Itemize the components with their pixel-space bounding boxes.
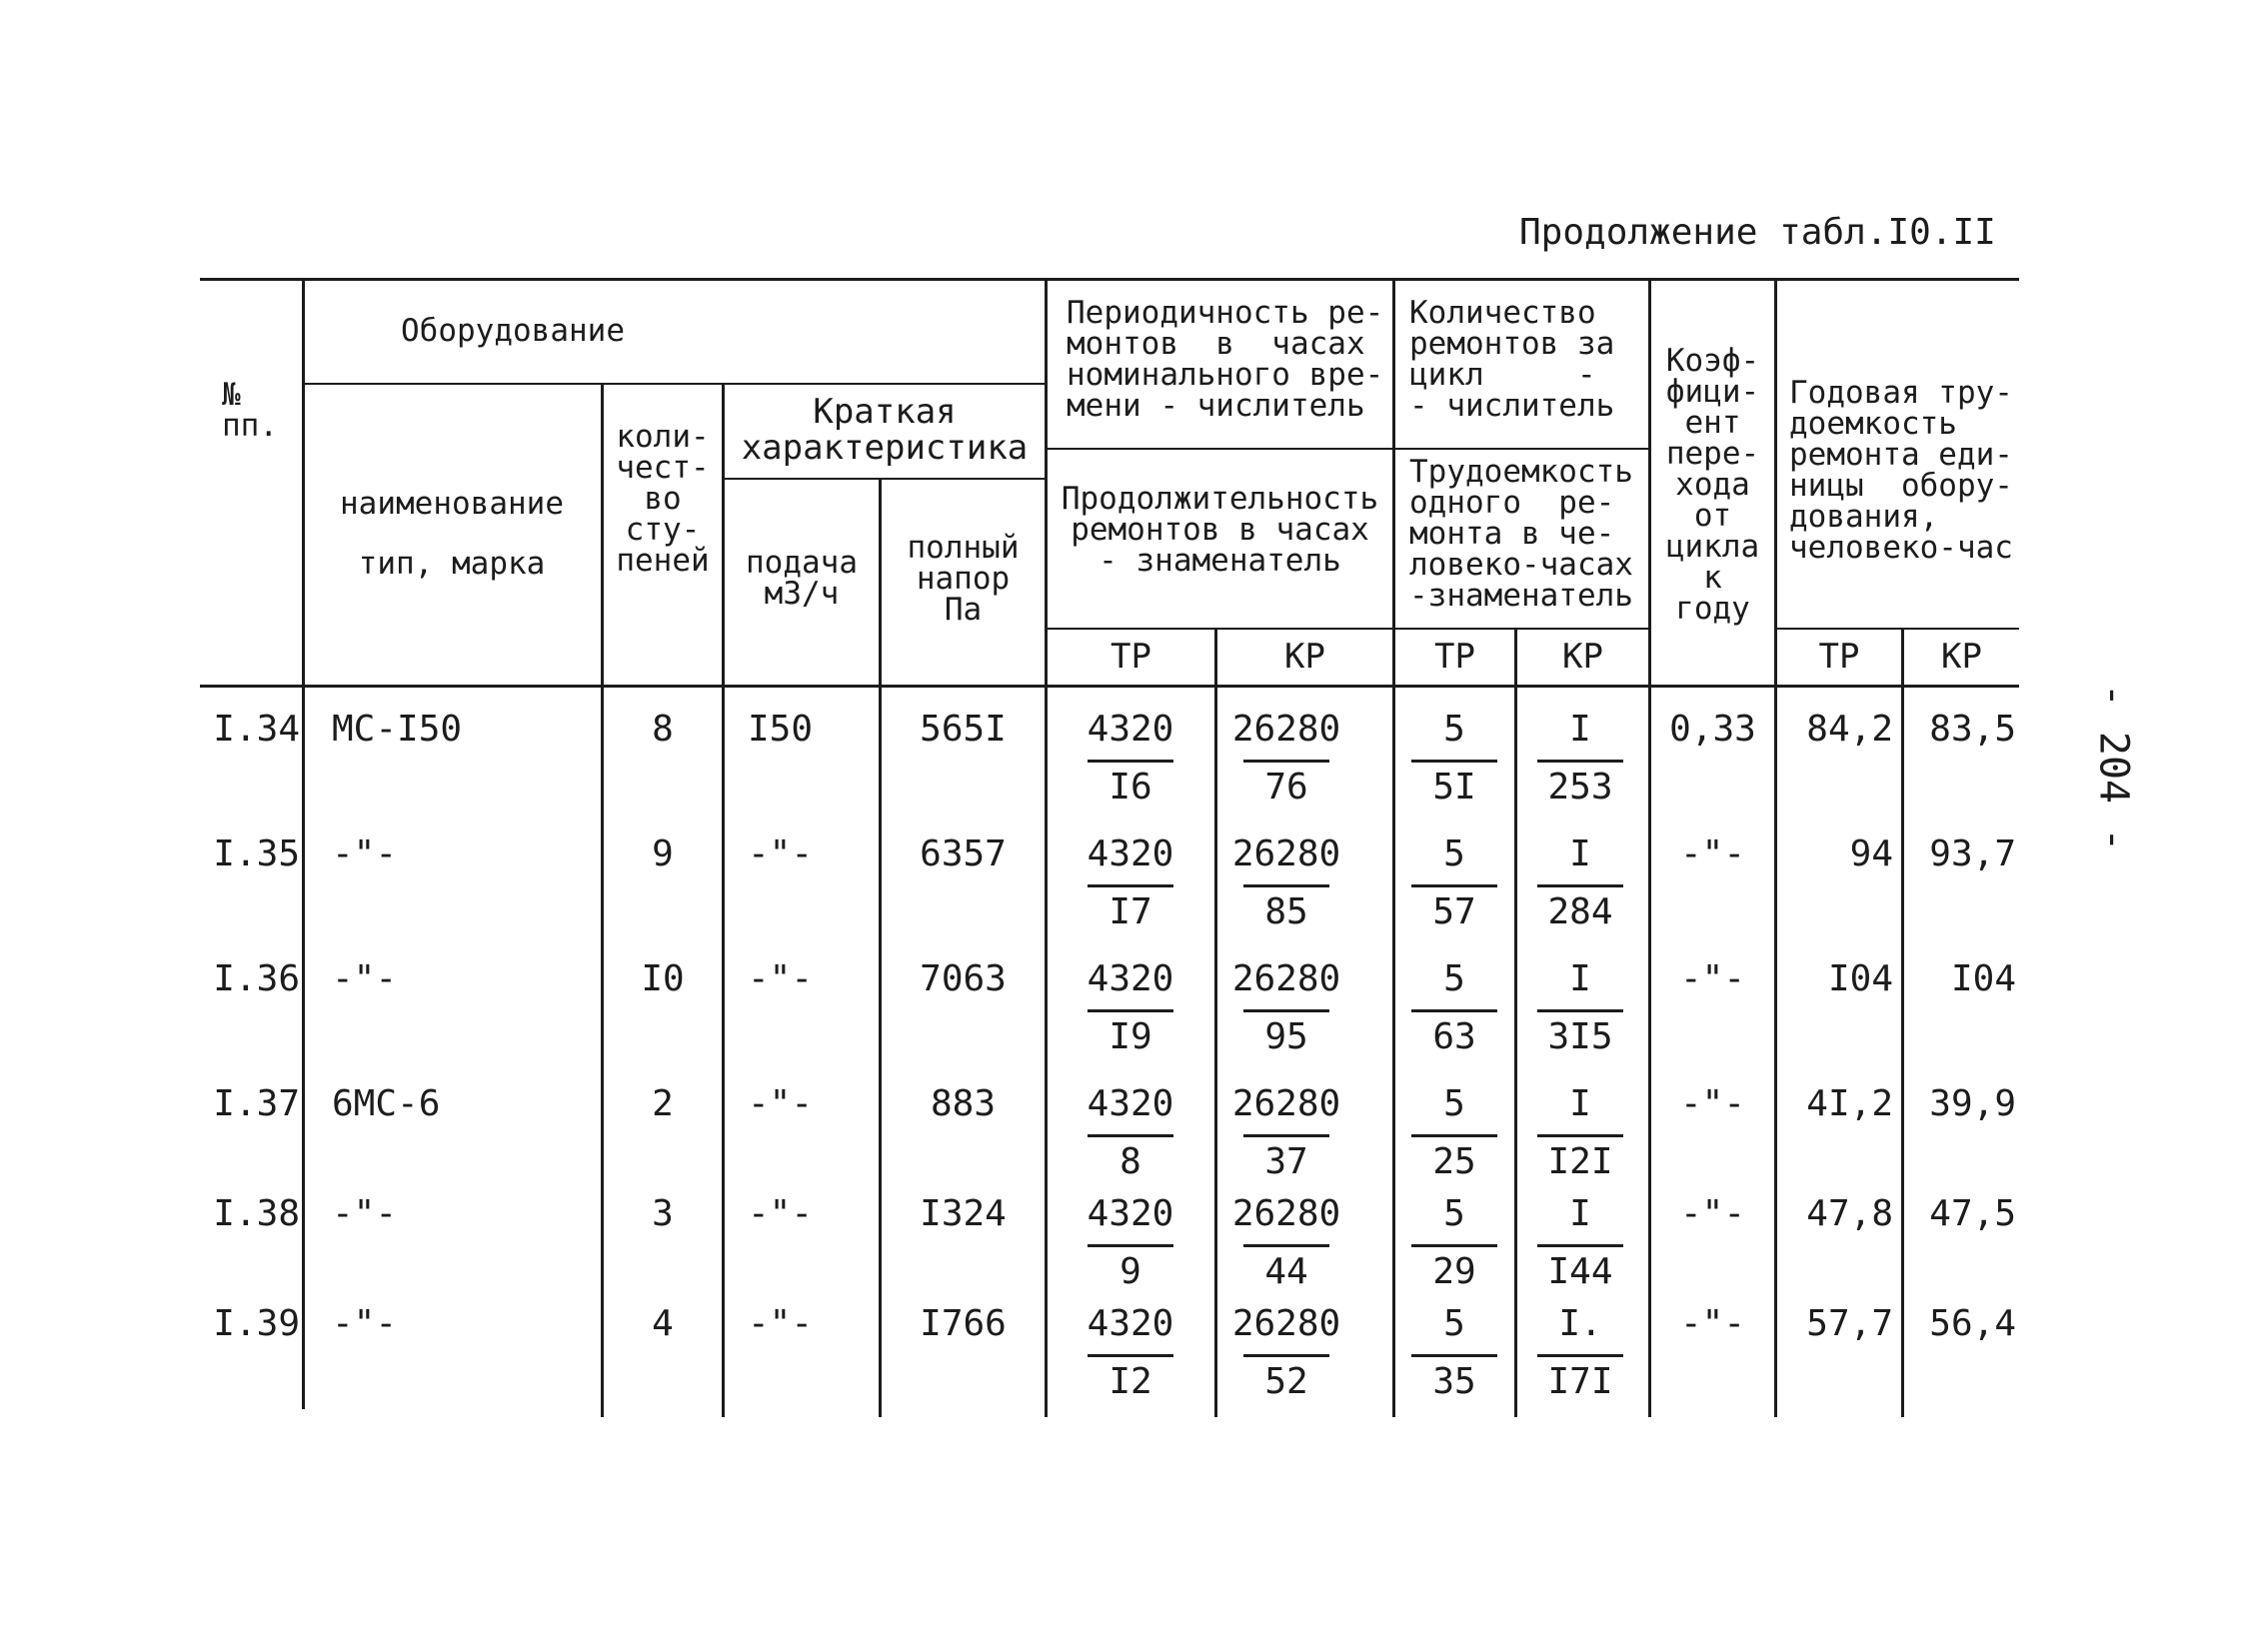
head-value: 7063	[920, 958, 1007, 999]
fraction-kr-periodicity-denominator: 95	[1264, 1016, 1308, 1057]
fraction-kr-count-numerator: I	[1569, 1193, 1591, 1234]
fraction-kr-periodicity-numerator: 26280	[1231, 709, 1341, 750]
fraction-kr-periodicity-denominator: 85	[1264, 891, 1308, 932]
head-value: 6357	[920, 833, 1007, 874]
fraction-tr-periodicity-denominator: I6	[1109, 767, 1152, 808]
fraction-kr-count	[1525, 1084, 1635, 1184]
fraction-tr-count-numerator: 5	[1443, 1193, 1465, 1234]
fraction-kr-count-denominator: I7I	[1547, 1361, 1613, 1402]
fraction-kr-count	[1525, 710, 1635, 810]
annual-labor-tr: 47,8	[1806, 1193, 1893, 1234]
fraction-kr-count-bar	[1537, 884, 1623, 887]
fraction-tr-count	[1399, 1194, 1509, 1294]
row-number: I.35	[213, 833, 300, 874]
fraction-tr-count-denominator: 29	[1432, 1251, 1476, 1292]
fraction-tr-periodicity	[1076, 959, 1185, 1059]
col-line-5	[1045, 280, 1048, 1417]
col-line-8	[1514, 628, 1517, 1417]
fraction-kr-count-bar	[1537, 1244, 1623, 1247]
row-number: I.39	[213, 1303, 300, 1344]
fraction-tr-periodicity-numerator: 4320	[1087, 709, 1174, 750]
equipment-name: -"-	[332, 1303, 398, 1344]
fraction-tr-periodicity-denominator: I2	[1109, 1361, 1152, 1402]
annual-labor-kr: 93,7	[1929, 833, 2016, 874]
rule-tr-kr-left	[1046, 628, 1649, 630]
fraction-kr-periodicity-numerator: 26280	[1231, 1303, 1341, 1344]
fraction-tr-periodicity-bar	[1088, 760, 1173, 763]
stages-count: 3	[652, 1193, 674, 1234]
fraction-tr-periodicity	[1076, 834, 1185, 934]
fraction-kr-count-bar	[1537, 1134, 1623, 1137]
fraction-kr-periodicity-denominator: 76	[1264, 767, 1308, 808]
equipment-name: 6МС-6	[332, 1083, 441, 1124]
stages-count: 4	[652, 1303, 674, 1344]
fraction-tr-periodicity-bar	[1088, 1134, 1173, 1137]
coefficient: -"-	[1679, 1083, 1746, 1124]
fraction-tr-count-numerator: 5	[1443, 1303, 1465, 1344]
fraction-tr-count-bar	[1411, 884, 1497, 887]
fraction-tr-periodicity	[1076, 1304, 1185, 1404]
header-tr-periodicity: ТР	[1111, 637, 1151, 677]
coefficient: -"-	[1679, 833, 1746, 874]
header-equipment: Оборудование	[401, 313, 625, 349]
fraction-tr-periodicity-numerator: 4320	[1087, 1303, 1174, 1344]
fraction-tr-periodicity-denominator: I7	[1109, 891, 1152, 932]
fraction-tr-count	[1399, 1304, 1509, 1404]
fraction-tr-periodicity	[1076, 1084, 1185, 1184]
equipment-name: МС-I50	[332, 709, 463, 750]
fraction-kr-periodicity	[1231, 834, 1341, 934]
fraction-tr-count	[1399, 710, 1509, 810]
fraction-tr-periodicity	[1076, 1194, 1185, 1294]
header-periodicity: Периодичность ре- монтов в часах номинального вре- мени - числитель	[1067, 295, 1384, 424]
fraction-tr-count-denominator: 57	[1432, 891, 1476, 932]
annual-labor-tr: 57,7	[1806, 1303, 1893, 1344]
fraction-kr-count-denominator: I44	[1547, 1251, 1613, 1292]
page-number: - 204 -	[2090, 683, 2137, 852]
fraction-kr-periodicity-bar	[1243, 760, 1329, 763]
fraction-kr-count	[1525, 959, 1635, 1059]
flow-value: -"-	[748, 958, 814, 999]
flow-value: -"-	[748, 1083, 814, 1124]
header-kr-count: КР	[1562, 637, 1603, 677]
fraction-tr-count	[1399, 834, 1509, 934]
fraction-kr-count-denominator: I2I	[1547, 1141, 1613, 1182]
header-kr-periodicity: КР	[1284, 637, 1325, 677]
col-line-1	[302, 280, 305, 1409]
head-value: 565I	[920, 709, 1007, 750]
header-brief: Краткая характеристика	[741, 392, 1029, 468]
fraction-tr-periodicity-bar	[1088, 1354, 1173, 1357]
fraction-kr-count-bar	[1537, 1009, 1623, 1012]
col-line-7	[1392, 280, 1395, 1417]
annual-labor-kr: 47,5	[1929, 1193, 2016, 1234]
fraction-kr-count-denominator: 3I5	[1547, 1016, 1613, 1057]
fraction-tr-count-bar	[1411, 1354, 1497, 1357]
fraction-kr-periodicity-numerator: 26280	[1231, 833, 1341, 874]
header-coef: Коэф- фици- ент пере- хода от цикла к году	[1665, 343, 1760, 627]
header-bottom-rule	[200, 685, 2019, 688]
stages-count: I0	[641, 958, 685, 999]
row-number: I.34	[213, 709, 300, 750]
fraction-kr-count-numerator: I	[1569, 833, 1591, 874]
head-value: I324	[920, 1193, 1007, 1234]
annual-labor-tr: 84,2	[1806, 709, 1893, 750]
flow-value: -"-	[748, 1303, 814, 1344]
annual-labor-tr: I04	[1827, 958, 1893, 999]
fraction-kr-periodicity	[1231, 1194, 1341, 1294]
header-num: № пп.	[222, 377, 278, 444]
fraction-tr-count-denominator: 25	[1432, 1141, 1476, 1182]
header-stages: коли- чест- во сту- пеней	[616, 419, 710, 579]
header-tr-count: ТР	[1434, 637, 1475, 677]
table-top-rule	[200, 278, 2019, 281]
header-tr-annual: ТР	[1818, 637, 1860, 677]
fraction-tr-periodicity-numerator: 4320	[1087, 958, 1174, 999]
fraction-tr-periodicity-bar	[1088, 1009, 1173, 1012]
equipment-name: -"-	[332, 1193, 398, 1234]
fraction-tr-periodicity-numerator: 4320	[1087, 833, 1174, 874]
head-value: I766	[920, 1303, 1007, 1344]
coefficient: -"-	[1679, 958, 1746, 999]
fraction-kr-count-numerator: I	[1569, 1083, 1591, 1124]
fraction-kr-count-numerator: I	[1569, 958, 1591, 999]
fraction-kr-periodicity-denominator: 37	[1264, 1141, 1308, 1182]
fraction-tr-periodicity-denominator: 9	[1120, 1251, 1141, 1292]
flow-value: -"-	[748, 833, 814, 874]
fraction-tr-count-numerator: 5	[1443, 958, 1465, 999]
equipment-name: -"-	[332, 833, 398, 874]
rule-periodicity	[1046, 448, 1393, 450]
fraction-kr-count	[1525, 1304, 1635, 1404]
fraction-kr-periodicity-bar	[1243, 1009, 1329, 1012]
header-annual: Годовая тру- доемкость ремонта еди- ницы обору- дования, человеко-час	[1789, 375, 2013, 566]
fraction-kr-count-denominator: 284	[1547, 891, 1613, 932]
stages-count: 2	[652, 1083, 674, 1124]
fraction-tr-count-denominator: 5I	[1432, 767, 1476, 808]
fraction-kr-count-numerator: I.	[1558, 1303, 1602, 1344]
annual-labor-kr: I04	[1950, 958, 2016, 999]
fraction-kr-count	[1525, 1194, 1635, 1294]
stages-count: 8	[652, 709, 674, 750]
fraction-tr-count-denominator: 35	[1432, 1361, 1476, 1402]
fraction-tr-periodicity	[1076, 710, 1185, 810]
header-flow: подача м3/ч	[746, 545, 858, 612]
fraction-tr-count-bar	[1411, 1009, 1497, 1012]
fraction-kr-periodicity-numerator: 26280	[1231, 1083, 1341, 1124]
header-duration: Продолжительность ремонтов в часах - знаменатель	[1061, 481, 1379, 579]
fraction-kr-count-bar	[1537, 1354, 1623, 1357]
header-labor-one: Трудоемкость одного ре- монта в че- ловеко-часах -знаменатель	[1409, 454, 1633, 614]
col-line-6	[1214, 628, 1217, 1417]
annual-labor-kr: 39,9	[1929, 1083, 2016, 1124]
fraction-kr-periodicity-bar	[1243, 884, 1329, 887]
header-count: Количество ремонтов за цикл - - числитель	[1409, 295, 1615, 424]
fraction-kr-periodicity-bar	[1243, 1134, 1329, 1137]
fraction-tr-count-bar	[1411, 1134, 1497, 1137]
table-caption: Продолжение табл.I0.II	[1519, 212, 1996, 253]
row-number: I.36	[213, 958, 300, 999]
equipment-name: -"-	[332, 958, 398, 999]
fraction-kr-count-denominator: 253	[1547, 767, 1613, 808]
header-name: наименование тип, марка	[340, 486, 564, 582]
fraction-kr-periodicity	[1231, 710, 1341, 810]
fraction-tr-count-denominator: 63	[1432, 1016, 1476, 1057]
annual-labor-tr: 94	[1849, 833, 1893, 874]
col-line-3	[722, 383, 725, 1417]
fraction-tr-periodicity-denominator: I9	[1109, 1016, 1152, 1057]
fraction-tr-count	[1399, 959, 1509, 1059]
fraction-tr-count-numerator: 5	[1443, 833, 1465, 874]
annual-labor-kr: 83,5	[1929, 709, 2016, 750]
header-head: полный напор Па	[907, 530, 1020, 628]
fraction-kr-periodicity-denominator: 52	[1264, 1361, 1308, 1402]
fraction-kr-periodicity-bar	[1243, 1354, 1329, 1357]
fraction-kr-count-bar	[1537, 760, 1623, 763]
coefficient: -"-	[1679, 1303, 1746, 1344]
rule-brief	[723, 478, 1045, 480]
fraction-kr-count-numerator: I	[1569, 709, 1591, 750]
header-kr-annual: КР	[1941, 637, 1982, 677]
row-number: I.38	[213, 1193, 300, 1234]
flow-value: I50	[748, 709, 814, 750]
fraction-tr-count-bar	[1411, 1244, 1497, 1247]
fraction-kr-periodicity-bar	[1243, 1244, 1329, 1247]
coefficient: -"-	[1679, 1193, 1746, 1234]
coefficient: 0,33	[1669, 709, 1756, 750]
fraction-tr-count-numerator: 5	[1443, 709, 1465, 750]
rule-count	[1393, 448, 1649, 450]
fraction-kr-count	[1525, 834, 1635, 934]
row-number: I.37	[213, 1083, 300, 1124]
stages-count: 9	[652, 833, 674, 874]
fraction-kr-periodicity	[1231, 1084, 1341, 1184]
rule-tr-kr-right	[1775, 628, 2019, 630]
fraction-tr-periodicity-numerator: 4320	[1087, 1083, 1174, 1124]
flow-value: -"-	[748, 1193, 814, 1234]
fraction-kr-periodicity-denominator: 44	[1264, 1251, 1308, 1292]
fraction-kr-periodicity-numerator: 26280	[1231, 958, 1341, 999]
fraction-kr-periodicity	[1231, 959, 1341, 1059]
fraction-tr-count-numerator: 5	[1443, 1083, 1465, 1124]
fraction-tr-count	[1399, 1084, 1509, 1184]
fraction-kr-periodicity	[1231, 1304, 1341, 1404]
annual-labor-kr: 56,4	[1929, 1303, 2016, 1344]
fraction-tr-periodicity-bar	[1088, 884, 1173, 887]
head-value: 883	[930, 1083, 997, 1124]
fraction-tr-periodicity-denominator: 8	[1120, 1141, 1141, 1182]
fraction-kr-periodicity-numerator: 26280	[1231, 1193, 1341, 1234]
fraction-tr-count-bar	[1411, 760, 1497, 763]
rule-equipment	[303, 383, 1045, 385]
fraction-tr-periodicity-bar	[1088, 1244, 1173, 1247]
fraction-tr-periodicity-numerator: 4320	[1087, 1193, 1174, 1234]
annual-labor-tr: 4I,2	[1806, 1083, 1893, 1124]
